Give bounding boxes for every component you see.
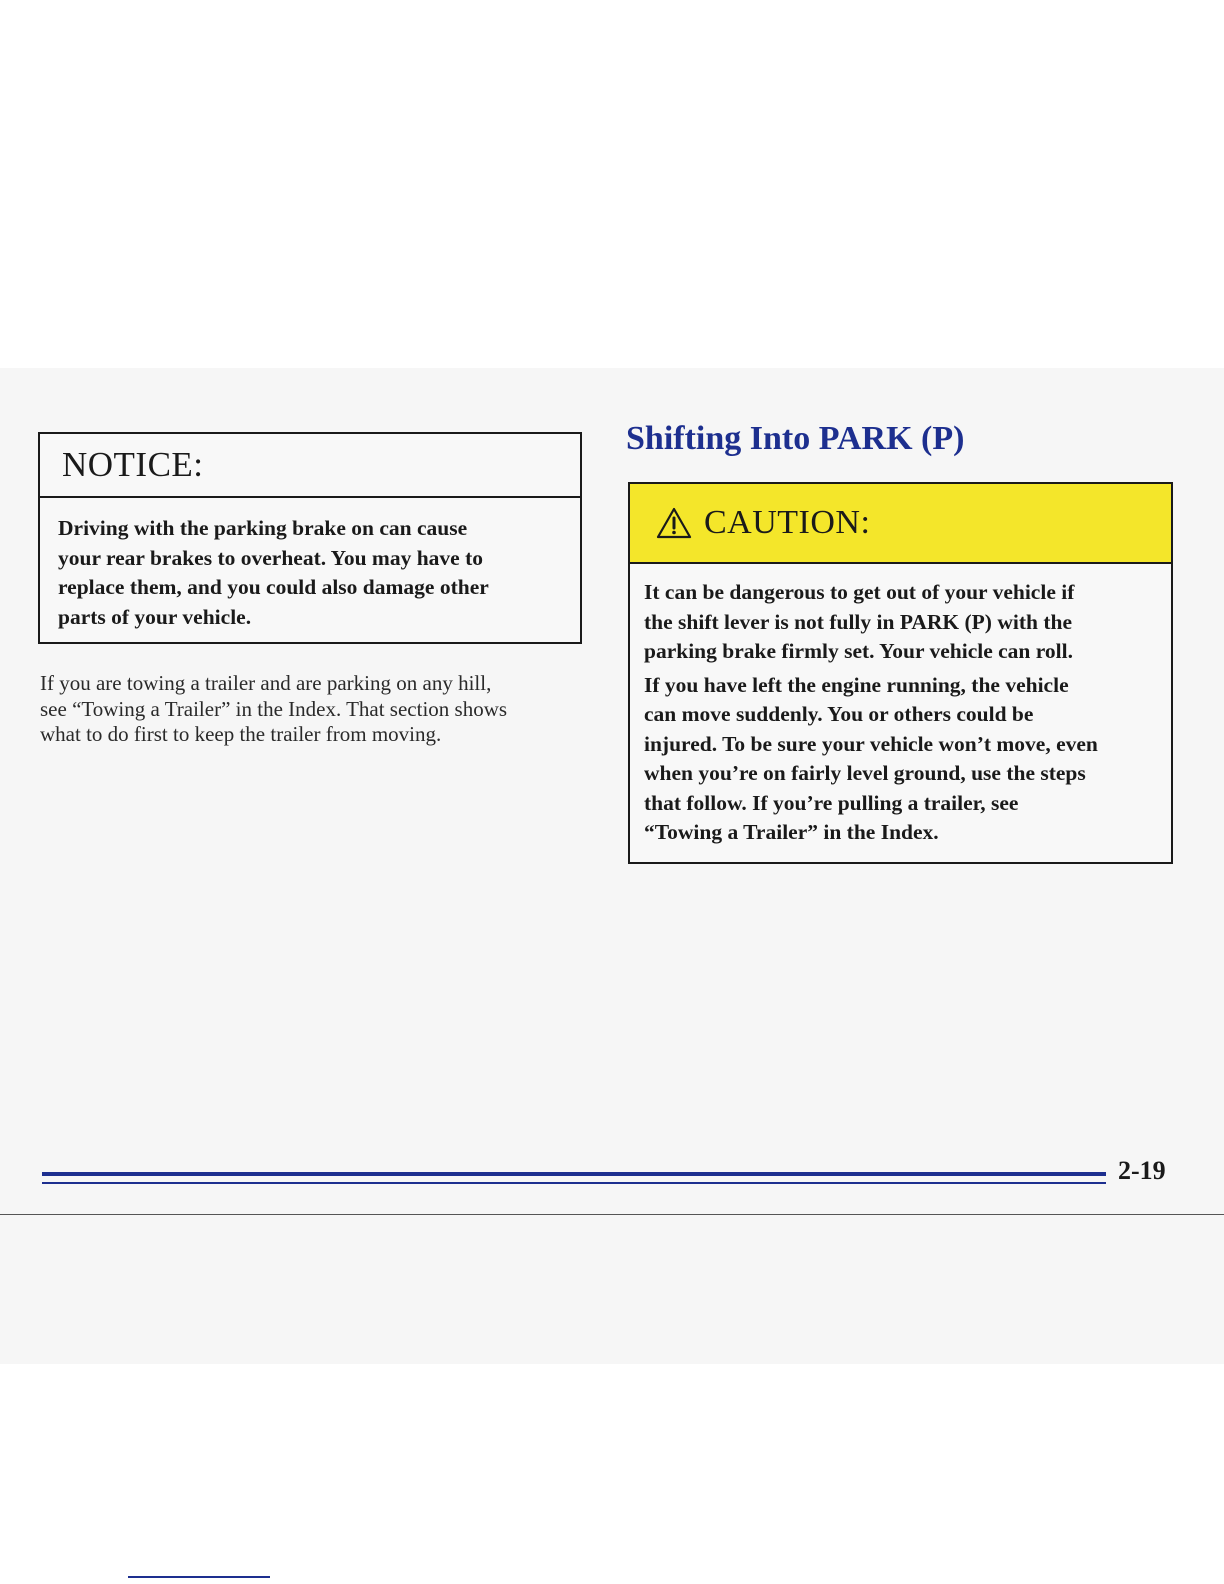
notice-text — [40, 498, 580, 632]
section-title: Shifting Into PARK (P) — [626, 420, 965, 457]
caution-line: can move suddenly. You or others could be — [644, 702, 1034, 726]
notice-line: Driving with the parking brake on can cause — [58, 516, 468, 540]
footer-rule — [42, 1172, 1106, 1176]
caution-line: that follow. If you’re pulling a trailer, see — [644, 790, 1019, 815]
page-number: 2-19 — [1118, 1156, 1166, 1185]
caution-paragraph-1 — [644, 578, 1157, 667]
notice-heading: NOTICE: — [40, 434, 580, 498]
footer-rule-thin — [42, 1182, 1106, 1184]
paragraph-line: see “Towing a Trailer” in the Index. That section shows — [40, 696, 508, 721]
notice-line: parts of your vehicle. — [58, 604, 252, 629]
caution-text — [630, 564, 1171, 848]
caution-line: the shift lever is not fully in PARK (P) with the — [644, 609, 1072, 634]
notice-box — [38, 432, 582, 644]
page-bottom-edge — [0, 1214, 1224, 1215]
caution-line: injured. To be sure your vehicle won’t move, even — [644, 731, 1098, 756]
caution-line: parking brake firmly set. Your vehicle can roll. — [644, 639, 1073, 663]
caution-line: when you’re on fairly level ground, use the steps — [644, 761, 1086, 785]
warning-triangle-icon — [656, 507, 692, 539]
towing-paragraph — [40, 671, 585, 748]
paragraph-line: what to do first to keep the trailer from moving. — [40, 722, 442, 746]
notice-line: your rear brakes to overheat. You may have to — [58, 545, 483, 570]
caution-line: “Towing a Trailer” in the Index. — [644, 820, 939, 844]
caution-line: It can be dangerous to get out of your vehicle if — [644, 580, 1075, 604]
caution-line: If you have left the engine running, the vehicle — [644, 672, 1069, 697]
caution-header — [630, 484, 1171, 564]
caution-box — [628, 482, 1173, 864]
notice-line: replace them, and you could also damage other — [58, 575, 489, 599]
caution-paragraph-2 — [644, 671, 1157, 848]
paragraph-line: If you are towing a trailer and are parking on any hill, — [40, 671, 492, 695]
caution-heading: CAUTION: — [704, 504, 871, 541]
scan-artifact-line — [128, 1576, 270, 1578]
